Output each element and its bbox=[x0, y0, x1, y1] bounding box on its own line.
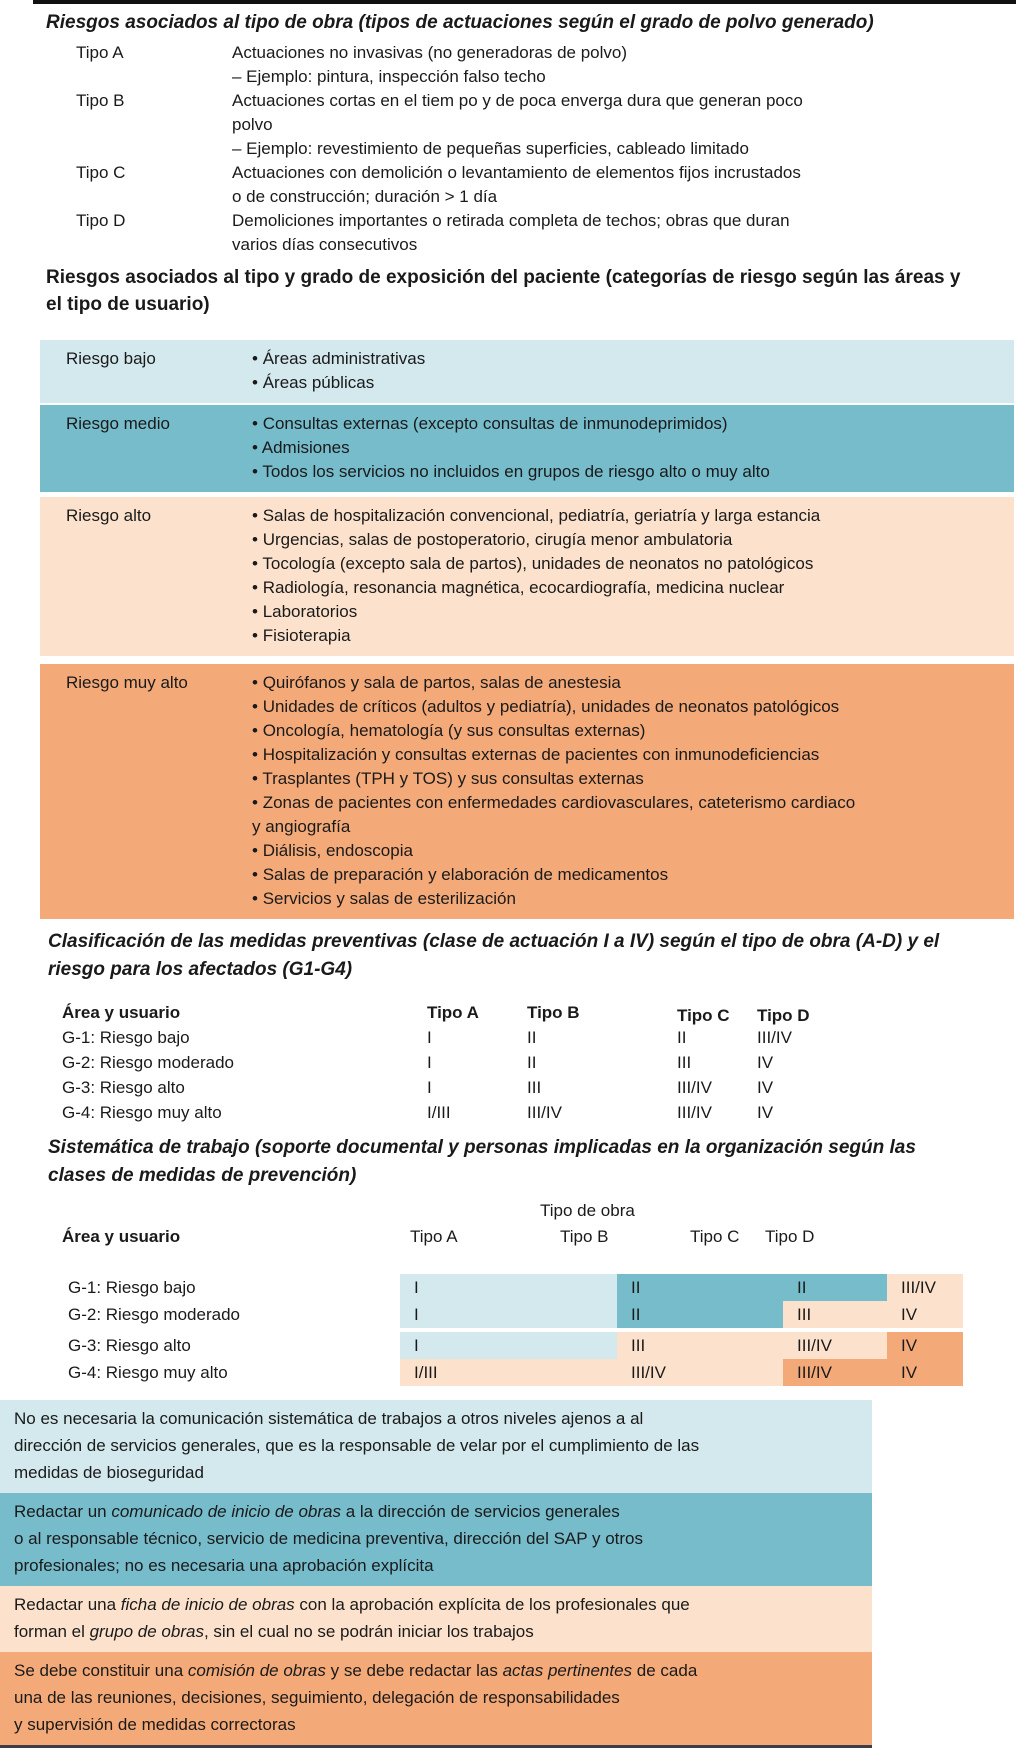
note-text: Redactar un bbox=[14, 1502, 112, 1521]
work-type-label: Tipo B bbox=[76, 91, 125, 110]
systematics-header-tipo-a: Tipo A bbox=[410, 1227, 458, 1246]
systematics-header-tipo-b: Tipo B bbox=[560, 1227, 609, 1246]
cell-tipo-c: III bbox=[677, 1053, 692, 1072]
cell-tipo-c: II bbox=[677, 1028, 687, 1047]
risk-group-label: Riesgo alto bbox=[66, 506, 152, 525]
cell-tipo-a: I bbox=[400, 1274, 617, 1301]
systematics-row-g2 bbox=[0, 1301, 1024, 1328]
note-line bbox=[14, 1684, 862, 1711]
note-text-italic: actas pertinentes bbox=[502, 1661, 633, 1680]
note-line bbox=[14, 1591, 862, 1618]
risk-item: • Áreas públicas bbox=[252, 371, 1010, 395]
row-label: G-3: Riesgo alto bbox=[68, 1336, 191, 1355]
cell-tipo-c: III/IV bbox=[677, 1103, 712, 1122]
cell-tipo-d: III/IV bbox=[757, 1028, 792, 1047]
cell-tipo-c: III bbox=[783, 1301, 887, 1328]
risk-item: • Hospitalización y consultas externas de pacientes con inmunodeficiencias bbox=[252, 743, 1010, 767]
systematics-header-tipo-c: Tipo C bbox=[690, 1227, 740, 1246]
note-text-italic: comisión de obras bbox=[187, 1661, 326, 1680]
classification-row-g2 bbox=[62, 1050, 1024, 1075]
top-rule bbox=[33, 0, 1016, 4]
cell-tipo-a: I bbox=[427, 1078, 432, 1097]
note-text: y se debe redactar las bbox=[325, 1661, 503, 1680]
note-line bbox=[14, 1459, 862, 1486]
work-type-line: Actuaciones cortas en el tiem po y de poca enverga dura que generan poco bbox=[232, 91, 803, 110]
note-class-i bbox=[0, 1400, 872, 1493]
section-title-sistematica-trabajo: Sistemática de trabajo (soporte documental y personas implicadas en la organización según las clases de medidas de prevención) bbox=[48, 1137, 916, 1186]
classification-header-tipo-c: Tipo C bbox=[677, 1006, 730, 1025]
risk-group-items bbox=[252, 405, 1014, 492]
risk-item: • Servicios y salas de esterilización bbox=[252, 887, 1010, 911]
risk-group-items bbox=[252, 340, 1014, 403]
note-line bbox=[14, 1552, 862, 1579]
work-type-line: Actuaciones con demolición o levantamiento de elementos fijos incrustados bbox=[232, 163, 801, 182]
note-class-ii bbox=[0, 1493, 872, 1586]
row-label: G-1: Riesgo bajo bbox=[68, 1278, 196, 1297]
note-text-italic: comunicado de inicio de obras bbox=[111, 1502, 341, 1521]
risk-item: • Admisiones bbox=[252, 436, 1010, 460]
risk-item: • Salas de preparación y elaboración de medicamentos bbox=[252, 863, 1010, 887]
risk-item: • Quirófanos y sala de partos, salas de anestesia bbox=[252, 671, 1010, 695]
systematics-header-row bbox=[0, 1224, 1024, 1250]
work-type-label: Tipo C bbox=[76, 163, 126, 182]
classification-header-tipo-b: Tipo B bbox=[527, 1003, 580, 1022]
systematics-row-g3 bbox=[0, 1332, 1024, 1359]
work-type-line: – Ejemplo: revestimiento de pequeñas superficies, cableado limitado bbox=[232, 139, 749, 158]
section-title-tipo-de-obra: Riesgos asociados al tipo de obra (tipos de actuaciones según el grado de polvo generado) bbox=[46, 12, 874, 33]
note-text: o al responsable técnico, servicio de medicina preventiva, dirección del SAP y otros bbox=[14, 1529, 644, 1548]
cell-tipo-a: I bbox=[427, 1028, 432, 1047]
note-text: forman el bbox=[14, 1622, 90, 1641]
work-type-row-d bbox=[0, 209, 1024, 257]
cell-tipo-b: II bbox=[527, 1053, 537, 1072]
cell-tipo-d: IV bbox=[887, 1301, 963, 1328]
cell-tipo-a: I bbox=[400, 1301, 617, 1328]
risk-item: • Consultas externas (excepto consultas de inmunodeprimidos) bbox=[252, 412, 1010, 436]
row-label: G-3: Riesgo alto bbox=[62, 1078, 185, 1097]
note-text: Redactar una bbox=[14, 1595, 121, 1614]
cell-tipo-b: III/IV bbox=[527, 1103, 562, 1122]
cell-tipo-c: III/IV bbox=[783, 1359, 887, 1386]
note-line bbox=[14, 1711, 862, 1738]
risk-item: • Unidades de críticos (adultos y pediatría), unidades de neonatos patológicos bbox=[252, 695, 852, 719]
classification-row-g1 bbox=[62, 1025, 1024, 1050]
risk-group-bajo bbox=[40, 340, 1014, 403]
risk-group-label: Riesgo bajo bbox=[66, 349, 156, 368]
risk-item: • Salas de hospitalización convencional, pediatría, geriatría y larga estancia bbox=[252, 504, 1010, 528]
cell-tipo-d: IV bbox=[887, 1332, 963, 1359]
note-text: dirección de servicios generales, que es la responsable de velar por el cumplimiento de las bbox=[14, 1436, 700, 1455]
cell-tipo-a: I/III bbox=[400, 1359, 617, 1386]
work-type-line: Actuaciones no invasivas (no generadoras de polvo) bbox=[232, 43, 628, 62]
note-text: de cada bbox=[632, 1661, 698, 1680]
risk-item: • Laboratorios bbox=[252, 600, 1010, 624]
note-line bbox=[14, 1657, 862, 1684]
cell-tipo-d: IV bbox=[757, 1053, 774, 1072]
note-line bbox=[14, 1618, 862, 1645]
note-text-italic: grupo de obras bbox=[89, 1622, 204, 1641]
section-title-clasificacion-medidas: Clasificación de las medidas preventivas (clase de actuación I a IV) según el tipo de obra (A-D) y el riesgo para los afectados (G1-G4) bbox=[48, 931, 940, 980]
note-line bbox=[14, 1498, 862, 1525]
cell-tipo-b: III bbox=[527, 1078, 542, 1097]
notes-legend bbox=[0, 1400, 872, 1745]
row-label: G-4: Riesgo muy alto bbox=[62, 1103, 222, 1122]
cell-tipo-c: III/IV bbox=[677, 1078, 712, 1097]
cell-tipo-b: III bbox=[617, 1332, 783, 1359]
systematics-group-header: Tipo de obra bbox=[540, 1201, 635, 1220]
risk-item: • Todos los servicios no incluidos en grupos de riesgo alto o muy alto bbox=[252, 460, 1010, 484]
note-text: con la aprobación explícita de los profesionales que bbox=[294, 1595, 690, 1614]
work-type-description bbox=[232, 89, 1024, 161]
systematics-table bbox=[0, 1198, 1024, 1386]
note-line bbox=[14, 1432, 862, 1459]
risk-item: • Oncología, hematología (y sus consultas externas) bbox=[252, 719, 1010, 743]
classification-header-tipo-d: Tipo D bbox=[757, 1006, 810, 1025]
row-label: G-2: Riesgo moderado bbox=[68, 1305, 240, 1324]
work-type-row-c bbox=[0, 161, 1024, 209]
risk-group-muy-alto bbox=[40, 664, 1014, 919]
classification-row-g4 bbox=[62, 1100, 1024, 1125]
cell-tipo-b: II bbox=[617, 1301, 783, 1328]
note-text: una de las reuniones, decisiones, seguimiento, delegación de responsabilidades bbox=[14, 1688, 620, 1707]
risk-category-table bbox=[40, 340, 1014, 919]
cell-tipo-d: IV bbox=[887, 1359, 963, 1386]
risk-group-label: Riesgo medio bbox=[66, 414, 170, 433]
risk-group-items bbox=[252, 664, 1014, 919]
cell-tipo-b: II bbox=[527, 1028, 537, 1047]
work-type-definitions bbox=[0, 41, 1024, 257]
risk-group-label: Riesgo muy alto bbox=[66, 673, 188, 692]
work-type-description bbox=[232, 41, 1024, 89]
systematics-header-tipo-d: Tipo D bbox=[765, 1227, 815, 1246]
note-class-iii bbox=[0, 1586, 872, 1652]
risk-item: • Tocología (excepto sala de partos), unidades de neonatos no patológicos bbox=[252, 552, 1010, 576]
note-text: y supervisión de medidas correctoras bbox=[14, 1715, 296, 1734]
note-class-iv bbox=[0, 1652, 872, 1745]
classification-header-area: Área y usuario bbox=[62, 1003, 181, 1022]
cell-tipo-c: III/IV bbox=[783, 1332, 887, 1359]
cell-tipo-a: I bbox=[400, 1332, 617, 1359]
note-text: profesionales; no es necesaria una aprobación explícita bbox=[14, 1556, 434, 1575]
note-text: Se debe constituir una bbox=[14, 1661, 188, 1680]
work-type-label: Tipo A bbox=[76, 43, 124, 62]
row-label: G-1: Riesgo bajo bbox=[62, 1028, 190, 1047]
note-text-italic: ficha de inicio de obras bbox=[120, 1595, 295, 1614]
note-text: medidas de bioseguridad bbox=[14, 1463, 204, 1482]
cell-tipo-b: III/IV bbox=[617, 1359, 783, 1386]
cell-tipo-d: IV bbox=[757, 1078, 774, 1097]
note-line bbox=[14, 1525, 862, 1552]
risk-item: • Urgencias, salas de postoperatorio, cirugía menor ambulatoria bbox=[252, 528, 1010, 552]
work-type-description bbox=[232, 161, 1024, 209]
risk-item: • Trasplantes (TPH y TOS) y sus consultas externas bbox=[252, 767, 1010, 791]
work-type-row-b bbox=[0, 89, 1024, 161]
cell-tipo-d: III/IV bbox=[887, 1274, 963, 1301]
classification-header-row bbox=[62, 1000, 1024, 1025]
cell-tipo-c: II bbox=[783, 1274, 887, 1301]
risk-group-medio bbox=[40, 405, 1014, 492]
systematics-row-g4 bbox=[0, 1359, 1024, 1386]
note-text: No es necesaria la comunicación sistemática de trabajos a otros niveles ajenos a al bbox=[14, 1409, 644, 1428]
note-text: , sin el cual no se podrán iniciar los trabajos bbox=[203, 1622, 534, 1641]
risk-item: • Fisioterapia bbox=[252, 624, 1010, 648]
row-label: G-2: Riesgo moderado bbox=[62, 1053, 234, 1072]
cell-tipo-d: IV bbox=[757, 1103, 774, 1122]
note-line bbox=[14, 1405, 862, 1432]
systematics-row-g1 bbox=[0, 1274, 1024, 1301]
classification-table bbox=[0, 1000, 1024, 1125]
work-type-line: Demoliciones importantes o retirada completa de techos; obras que duran bbox=[232, 211, 790, 230]
systematics-header-area: Área y usuario bbox=[62, 1227, 181, 1246]
work-type-line: varios días consecutivos bbox=[232, 235, 418, 254]
risk-item: • Áreas administrativas bbox=[252, 347, 1010, 371]
section-title-exposicion-paciente: Riesgos asociados al tipo y grado de exposición del paciente (categorías de riesgo según las áreas y el tipo de usuario) bbox=[46, 267, 961, 315]
risk-group-alto bbox=[40, 497, 1014, 656]
classification-row-g3 bbox=[62, 1075, 1024, 1100]
row-label: G-4: Riesgo muy alto bbox=[68, 1363, 228, 1382]
systematics-header-gap bbox=[0, 1250, 1024, 1274]
work-type-row-a bbox=[0, 41, 1024, 89]
work-type-line: – Ejemplo: pintura, inspección falso techo bbox=[232, 67, 546, 86]
cell-tipo-b: II bbox=[617, 1274, 783, 1301]
work-type-line: polvo bbox=[232, 115, 273, 134]
risk-group-items bbox=[252, 497, 1014, 656]
cell-tipo-a: I bbox=[427, 1053, 432, 1072]
work-type-label: Tipo D bbox=[76, 211, 126, 230]
work-type-description bbox=[232, 209, 1024, 257]
work-type-line: o de construcción; duración > 1 día bbox=[232, 187, 498, 206]
cell-tipo-a: I/III bbox=[427, 1103, 451, 1122]
risk-item: • Diálisis, endoscopia bbox=[252, 839, 1010, 863]
note-text: a la dirección de servicios generales bbox=[341, 1502, 620, 1521]
classification-header-tipo-a: Tipo A bbox=[427, 1003, 479, 1022]
risk-item: • Radiología, resonancia magnética, ecocardiografía, medicina nuclear bbox=[252, 576, 1010, 600]
risk-item: • Zonas de pacientes con enfermedades cardiovasculares, cateterismo cardiaco y angiografía bbox=[252, 791, 864, 839]
